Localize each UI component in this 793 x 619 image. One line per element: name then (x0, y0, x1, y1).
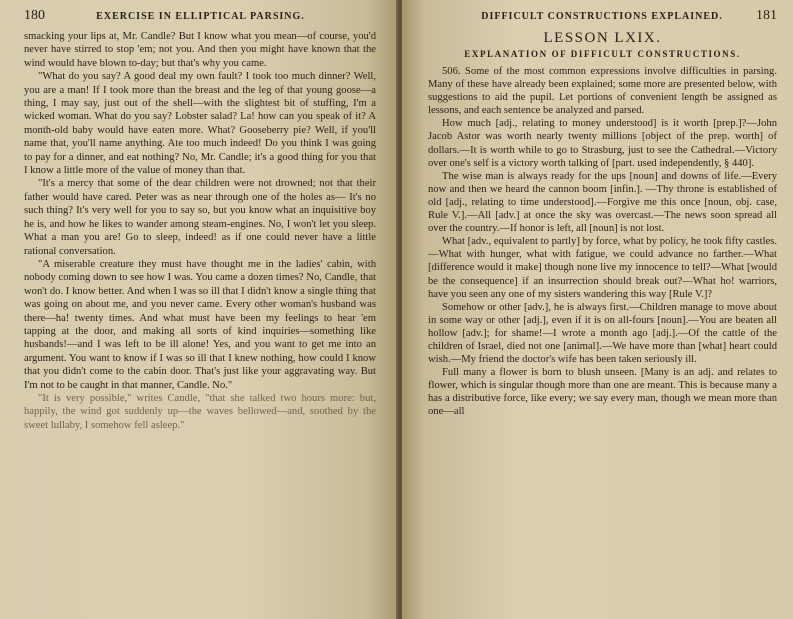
right-page-number: 181 (755, 8, 777, 23)
paragraph: What [adv., equivalent to partly] by force, what by policy, he took fifty castles.—What with hunger, what with fatigue, we could advance no farther.—What [difference would it make] though none live my innocence to tell?—What [would be the consequence] if an insurrection should break out?—What ho! warriors, have you seen any one of my sisters wandering this way [Rule V.]? (428, 236, 777, 300)
paragraph: "It is very possible," writes Candle, "that she talked two hours more: but, happily, the wind got suddenly up—the waves bellowed—and, soothed by the sweet lullaby, I somehow fell asleep." (24, 392, 376, 431)
lesson-subtitle: EXPLANATION OF DIFFICULT CONSTRUCTIONS. (464, 49, 741, 59)
right-page (402, 0, 793, 619)
left-page-text (24, 30, 376, 432)
paragraph: "It's a mercy that some of the dear children were not drowned; not that their father would have cared. Peter was as near through one of the holes as— It's no such thing? It's very well for you to say so, but you know what an inquisitive boy he is, and how he likes to wander among steam-engines. No, I won't let you sleep. What a man you are! Go to sleep, indeed! as if one could never have a little rational conversation. (24, 178, 376, 257)
paragraph: smacking your lips at, Mr. Candle? But I know what you mean—of course, you'd never have stirred to stop 'em; not you. And then you might have known that the wind would have blown to-day; but that's why you came. (24, 31, 376, 69)
left-page-number: 180 (24, 8, 45, 23)
paragraph: The wise man is always ready for the ups [noun] and downs of life.—Every now and then we heard the cannon boom [infin.]. —Thy throne is established of old [adj., relating to time understood].—Forgive me this once [noun, obj. case, Rule V.].—All [adv.] at once the sky was overcast.—The news soon spread all over the country.—If honor is left, all [noun] is not lost. (428, 170, 777, 235)
lesson-title: LESSON LXIX. (543, 30, 662, 46)
paragraph: "A miserable creature they must have thought me in the ladies' cabin, with nobody coming down to see how I was. You came a dozen times? No, Candle, that won't do. I know better. And when I was so ill that I didn't know a single thing that was going on about me, and you never came. Every other woman's husband was there—ha! twenty times. And what must have been my feelings to hear 'em tapping at the door, and making all sorts of kind inquiries—something like husbands!—and I was left to be ill alone! Yes, and you want to get me into an argument. You want to know if I was so ill that I knew nothing, how could I know that you didn't come to the cabin door. That's just like your aggravating way. But I'm not to be caught in that manner, Candle. No." (24, 258, 376, 391)
paragraph: Full many a flower is born to blush unseen. [Many is an adj. and relates to flower, which is singular though more than one are meant. This is because many a has a distributive force, like every; we say every man, though we mean more than one—all (428, 367, 777, 418)
right-running-title: DIFFICULT CONSTRUCTIONS EXPLAINED. (481, 11, 723, 22)
right-running-head (428, 8, 777, 24)
paragraph: Somehow or other [adv.], he is always first.—Children manage to move about in some way or other [adj.], even if it is on all-fours [noun].—You are beaten all hollow [adv.]; for shame!—I wrote a month ago [adj.].—Of the cattle of the children of Israel, died not one [animal].—We have more than [what] heart could wish.—My friend the doctor's wife has been taken seriously ill. (428, 301, 777, 366)
paragraph: "What do you say? A good deal my own fault? I took too much dinner? Well, you are a man! If I took more than the breast and the leg of that young goose—a thing, I may say, just out of the shell—with the slightest bit of stuffing, I'm a wicked woman. What do you say? Lobster salad? La! how can you speak of it? A month-old baby would have eaten more. What? Gooseberry pie? Well, if you'll name that, you'll name anything. Ate too much indeed! Do you think I was going to pay for a dinner, and eat nothing? No, Mr. Candle; it's a good thing for you that I know a little more of the value of money than that. (24, 71, 376, 177)
paragraph: 506. Some of the most common expressions involve difficulties in parsing. Many of these have already been explained; some more are presented below, with suggestions to aid the pupil. Let portions of convenient length be assigned as lessons, and each sentence be analyzed and parsed. (428, 66, 777, 117)
right-page-text (428, 65, 777, 419)
left-running-title: EXERCISE IN ELLIPTICAL PARSING. (96, 11, 305, 22)
paragraph: How much [adj., relating to money understood] is it worth [prep.]?—John Jacob Astor was worth nearly twenty millions [object of the prep. worth] of dollars.—It is worth while to go to Strasburg, just to see the Cathedral.—Victory over one's self is a victory worth talking of [part. used independently, § 440]. (428, 118, 777, 169)
left-running-head (24, 8, 376, 24)
